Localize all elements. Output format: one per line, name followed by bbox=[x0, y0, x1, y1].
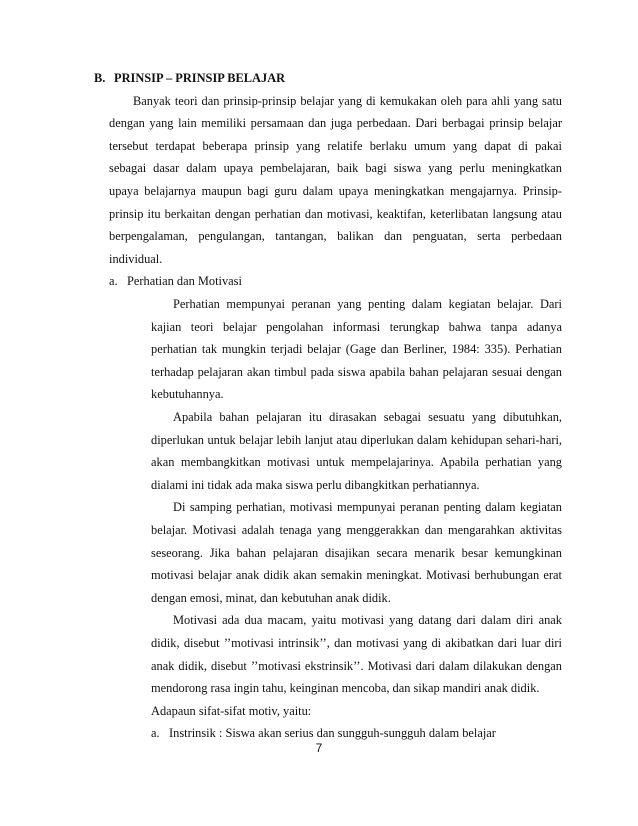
body-line: anak didik, disebut ’’motivasi ekstrinsik’’. Motivasi dari dalam dilakukan dengan bbox=[151, 659, 562, 673]
intro-line: dengan yang lain memiliki persamaan dan juga perbedaan. Dari berbagai prinsip belajar bbox=[109, 116, 562, 130]
intro-line: upaya belajarnya maupun bagi guru dalam upaya meningkatkan mengajarnya. Prinsip- bbox=[109, 184, 562, 198]
body-line: Adapaun sifat-sifat motiv, yaitu: bbox=[151, 704, 312, 718]
body-line: Di samping perhatian, motivasi mempunyai peranan penting dalam kegiatan bbox=[173, 500, 562, 514]
body-line: dengan emosi, minat, dan kebutuhan anak didik. bbox=[151, 591, 391, 605]
body-line: mendorong rasa ingin tahu, keinginan mencoba, dan sikap mandiri anak didik. bbox=[151, 681, 540, 695]
body-line: kajian teori belajar pengolahan informasi terungkap bahwa tanpa adanya bbox=[151, 320, 562, 334]
intro-line: sebagai dasar dalam upaya pembelajaran, baik bagi siswa yang perlu meningkatkan bbox=[109, 161, 562, 175]
intro-line: berpengalaman, pengulangan, tantangan, balikan dan penguatan, serta perbedaan bbox=[109, 229, 562, 243]
body-line: Motivasi ada dua macam, yaitu motivasi yang datang dari dalam diri anak bbox=[173, 613, 562, 627]
subsection-title: Perhatian dan Motivasi bbox=[127, 274, 242, 288]
body-line: motivasi belajar anak didik akan semakin meningkat. Motivasi berhubungan erat bbox=[151, 568, 562, 582]
intro-line: prinsip itu berkaitan dengan perhatian dan motivasi, keaktifan, keterlibatan langsung atau bbox=[109, 207, 562, 221]
body-line: Apabila bahan pelajaran itu dirasakan sebagai sesuatu yang dibutuhkan, bbox=[173, 410, 562, 424]
body-line: Perhatian mempunyai peranan yang penting dalam kegiatan belajar. Dari bbox=[173, 297, 562, 311]
page-number: 7 bbox=[315, 741, 323, 755]
body-line: kebutuhannya. bbox=[151, 387, 224, 401]
intro-line: individual. bbox=[109, 252, 163, 266]
section-title: PRINSIP – PRINSIP BELAJAR bbox=[114, 71, 286, 85]
body-line: akan membangkitkan motivasi untuk mempelajarinya. Apabila perhatian yang bbox=[151, 455, 562, 469]
list-item-text: Instrinsik : Siswa akan serius dan sungguh-sungguh dalam belajar bbox=[169, 726, 496, 740]
body-line: didik, disebut ’’motivasi intrinsik’’, dan motivasi yang di akibatkan dari luar diri bbox=[151, 636, 562, 650]
body-line: perhatian tak mungkin terjadi belajar (Gage dan Berliner, 1984: 335). Perhatian bbox=[151, 342, 562, 356]
subsection-label: a. bbox=[109, 274, 118, 288]
section-label: B. bbox=[94, 71, 106, 85]
intro-line: tersebut terdapat beberapa prinsip yang relatife berlaku umum yang dapat di pakai bbox=[109, 139, 562, 153]
body-line: diperlukan untuk belajar lebih lanjut atau diperlukan dalam kehidupan sehari-hari, bbox=[151, 433, 562, 447]
body-line: dialami ini tidak ada maka siswa perlu dibangkitkan perhatiannya. bbox=[151, 478, 480, 492]
body-line: terhadap pelajaran akan timbul pada siswa apabila bahan pelajaran sesuai dengan bbox=[151, 365, 562, 379]
list-item-label: a. bbox=[151, 726, 160, 740]
body-line: belajar. Motivasi adalah tenaga yang menggerakkan dan mengarahkan aktivitas bbox=[151, 523, 562, 537]
body-line: seseorang. Jika bahan pelajaran disajikan secara menarik besar kemungkinan bbox=[151, 546, 562, 560]
intro-line: Banyak teori dan prinsip-prinsip belajar yang di kemukakan oleh para ahli yang satu bbox=[133, 94, 562, 108]
